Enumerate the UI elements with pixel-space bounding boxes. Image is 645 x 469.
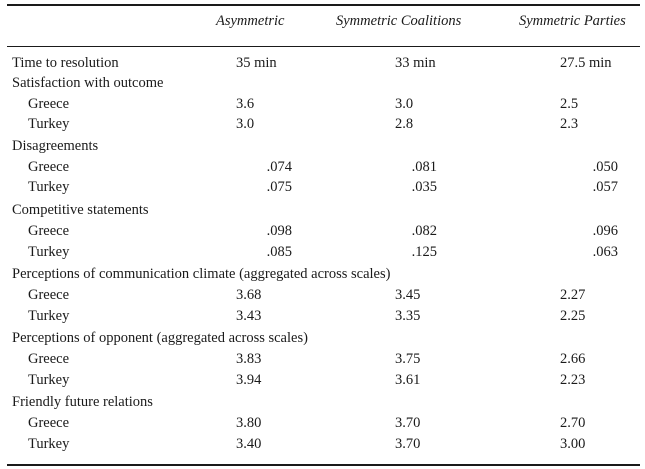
cell-asymmetric: 3.6: [236, 96, 255, 112]
header-asymmetric: Asymmetric: [216, 13, 285, 29]
row-label: Turkey: [28, 179, 70, 195]
cell-symmetric-coalitions: 3.61: [395, 372, 421, 388]
cell-symmetric-parties: 2.23: [560, 372, 586, 388]
cell-symmetric-parties: 27.5 min: [560, 55, 612, 71]
cell-symmetric-coalitions: .035: [411, 179, 437, 195]
cell-symmetric-coalitions: .081: [411, 159, 437, 175]
section-label: Disagreements: [12, 138, 99, 154]
table-row: [0, 264, 645, 284]
cell-symmetric-coalitions: 3.35: [395, 308, 421, 324]
section-label: Perceptions of communication climate (aggregated across scales): [12, 266, 391, 282]
table-row: [0, 242, 645, 262]
section-label: Perceptions of opponent (aggregated across scales): [12, 330, 308, 346]
cell-symmetric-parties: 2.70: [560, 415, 586, 431]
cell-symmetric-parties: 2.27: [560, 287, 586, 303]
cell-asymmetric: 3.68: [236, 287, 262, 303]
section-label: Satisfaction with outcome: [12, 75, 164, 91]
table-header: [0, 11, 645, 31]
table-row: [0, 349, 645, 369]
table-row: [0, 306, 645, 326]
row-label: Turkey: [28, 308, 70, 324]
cell-asymmetric: 35 min: [236, 55, 277, 71]
table-row: [0, 370, 645, 390]
cell-symmetric-parties: 2.25: [560, 308, 586, 324]
table-row: [0, 328, 645, 348]
row-label: Greece: [28, 159, 70, 175]
cell-symmetric-coalitions: .125: [411, 244, 437, 260]
cell-asymmetric: 3.0: [236, 116, 255, 132]
cell-asymmetric: .098: [266, 223, 292, 239]
cell-symmetric-coalitions: 3.70: [395, 436, 421, 452]
cell-symmetric-coalitions: 2.8: [395, 116, 414, 132]
section-label: Friendly future relations: [12, 394, 153, 410]
row-label: Greece: [28, 96, 70, 112]
cell-symmetric-parties: .096: [592, 223, 618, 239]
cell-symmetric-coalitions: 3.75: [395, 351, 421, 367]
cell-symmetric-parties: 2.5: [560, 96, 579, 112]
row-label: Turkey: [28, 372, 70, 388]
table-row: [0, 392, 645, 412]
table-row: [0, 221, 645, 241]
header-symmetric-coalitions: Symmetric Coalitions: [336, 13, 462, 29]
table-bottom-rule: [7, 464, 640, 466]
cell-symmetric-coalitions: 3.45: [395, 287, 421, 303]
row-label: Time to resolution: [12, 55, 119, 71]
row-label: Greece: [28, 415, 70, 431]
table-header-rule: [7, 46, 640, 47]
cell-asymmetric: 3.80: [236, 415, 262, 431]
cell-asymmetric: 3.43: [236, 308, 262, 324]
row-label: Turkey: [28, 116, 70, 132]
cell-symmetric-parties: 3.00: [560, 436, 586, 452]
cell-asymmetric: .074: [266, 159, 292, 175]
table-row: [0, 94, 645, 114]
table-row: [0, 114, 645, 134]
row-label: Greece: [28, 223, 70, 239]
cell-asymmetric: 3.94: [236, 372, 262, 388]
table-row: [0, 73, 645, 93]
table-row: [0, 136, 645, 156]
table-row: [0, 157, 645, 177]
cell-symmetric-parties: .063: [592, 244, 618, 260]
cell-asymmetric: .075: [266, 179, 292, 195]
table-row: [0, 434, 645, 454]
row-label: Greece: [28, 351, 70, 367]
table-row: [0, 177, 645, 197]
cell-asymmetric: .085: [266, 244, 292, 260]
row-label: Greece: [28, 287, 70, 303]
cell-symmetric-parties: 2.66: [560, 351, 586, 367]
cell-symmetric-coalitions: 3.0: [395, 96, 414, 112]
table-top-rule: [7, 4, 640, 6]
section-label: Competitive statements: [12, 202, 149, 218]
row-label: Turkey: [28, 436, 70, 452]
table-row: [0, 285, 645, 305]
table-row: [0, 413, 645, 433]
cell-symmetric-parties: 2.3: [560, 116, 579, 132]
table-row: [0, 200, 645, 220]
cell-symmetric-parties: .050: [592, 159, 618, 175]
cell-symmetric-coalitions: .082: [411, 223, 437, 239]
cell-symmetric-coalitions: 3.70: [395, 415, 421, 431]
cell-symmetric-parties: .057: [592, 179, 618, 195]
row-label: Turkey: [28, 244, 70, 260]
cell-asymmetric: 3.83: [236, 351, 262, 367]
cell-asymmetric: 3.40: [236, 436, 262, 452]
header-symmetric-parties: Symmetric Parties: [519, 13, 626, 29]
table-row: [0, 53, 645, 73]
cell-symmetric-coalitions: 33 min: [395, 55, 436, 71]
